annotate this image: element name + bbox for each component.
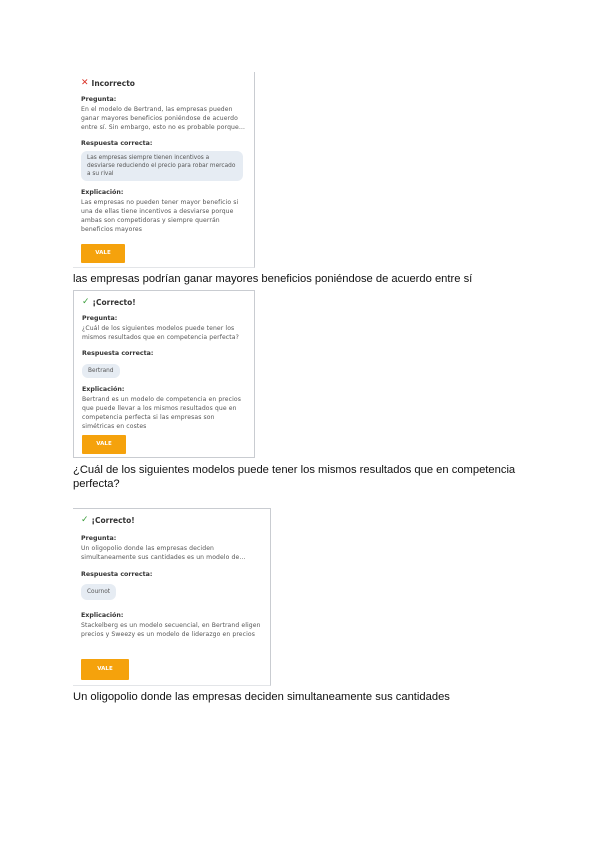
explanation-text: Las empresas no pueden tener mayor beneficio si una de ellas tiene incentivos a desviarse porque ambas son competidoras y siempre querrán beneficios mayores bbox=[81, 199, 239, 233]
answer-label: Respuesta correcta: bbox=[81, 571, 153, 578]
status-header bbox=[81, 515, 264, 525]
question-label: Pregunta: bbox=[81, 535, 117, 542]
question-label: Pregunta: bbox=[82, 315, 118, 322]
vale-button[interactable]: VALE bbox=[81, 244, 125, 263]
check-icon: ✓ bbox=[82, 297, 90, 307]
question-label: Pregunta: bbox=[81, 96, 117, 103]
status-label: ¡Correcto! bbox=[91, 515, 135, 525]
answer-pill: Bertrand bbox=[82, 364, 120, 378]
answer-label: Respuesta correcta: bbox=[81, 140, 153, 147]
explanation-text: Bertrand es un modelo de competencia en precios que puede llevar a los mismos resultados que en competencia perfecta si las empresas son simétricas en costes bbox=[82, 396, 241, 430]
question-text: ¿Cuál de los siguientes modelos puede tener los mismos resultados que en competencia perfecta? bbox=[82, 325, 239, 341]
status-header bbox=[82, 297, 248, 307]
status-header bbox=[81, 78, 248, 88]
answer-label: Respuesta correcta: bbox=[82, 350, 154, 357]
answer-pill: Cournot bbox=[81, 584, 116, 600]
explanation-label: Explicación: bbox=[81, 189, 124, 196]
explanation-text: Stackelberg es un modelo secuencial, en Bertrand eligen precios y Sweezy es un modelo de liderazgo en precios bbox=[81, 622, 261, 638]
question-text: Un oligopolio donde las empresas deciden simultaneamente sus cantidades es un modelo de… bbox=[81, 545, 246, 561]
check-icon: ✓ bbox=[81, 515, 89, 525]
explanation-label: Explicación: bbox=[81, 612, 124, 619]
answer-pill: Las empresas siempre tienen incentivos a desviarse reduciendo el precio para robar mercado a su rival bbox=[81, 151, 243, 181]
caption-1: las empresas podrían ganar mayores beneficios poniéndose de acuerdo entre sí bbox=[73, 273, 473, 285]
question-text: En el modelo de Bertrand, las empresas pueden ganar mayores beneficios poniéndose de acuerdo entre sí. Sin embargo, esto no es probable porque… bbox=[81, 106, 246, 131]
explanation-label: Explicación: bbox=[82, 386, 125, 393]
status-label: Incorrecto bbox=[91, 78, 135, 88]
cross-icon: ✕ bbox=[81, 78, 89, 88]
quiz-card-incorrect bbox=[73, 72, 255, 268]
quiz-card-correct-2 bbox=[73, 508, 271, 686]
caption-2: ¿Cuál de los siguientes modelos puede tener los mismos resultados que en competencia perfecta? bbox=[73, 464, 516, 490]
vale-button[interactable]: VALE bbox=[82, 435, 126, 454]
status-label: ¡Correcto! bbox=[92, 297, 136, 307]
quiz-card-correct-1 bbox=[73, 290, 255, 458]
caption-3: Un oligopolio donde las empresas deciden simultaneamente sus cantidades bbox=[73, 691, 450, 703]
vale-button[interactable]: VALE bbox=[81, 659, 129, 680]
